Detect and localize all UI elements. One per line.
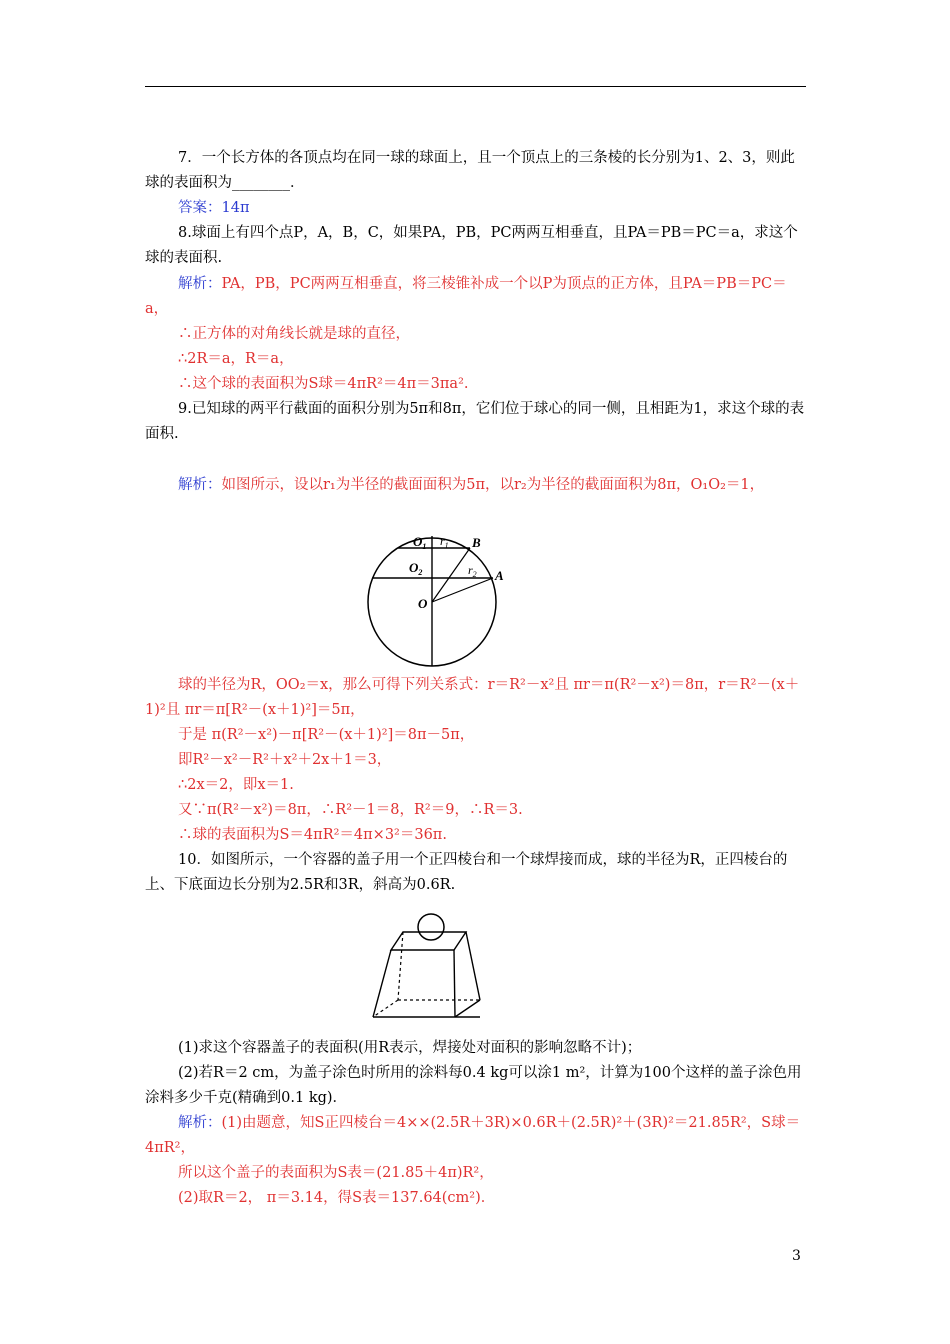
label-r1: $r_1$ xyxy=(440,534,449,550)
q10-solution-line1: 解析：(1)由题意，知S正四棱台＝4××(2.5R＋3R)×0.6R＋(2.5R)²＋(3R)²＝21.85R²，S球＝4πR²， xyxy=(145,1115,801,1156)
sphere-knob xyxy=(418,914,444,940)
solution-label: 解析： xyxy=(178,477,222,493)
q10-part-1: (1)求这个容器盖子的表面积(用R表示，焊接处对面积的影响忽略不计)； xyxy=(178,1040,642,1056)
label-o1: $O_1$ xyxy=(413,534,427,551)
label-a: A xyxy=(495,568,504,583)
label-o2: $O_2$ xyxy=(409,560,423,577)
q9-solution-line2: 于是 π(R²－x²)－π[R²－(x＋1)²]＝8π－5π， xyxy=(178,727,475,743)
answer-value: 14π xyxy=(221,200,250,216)
page-number: 3 xyxy=(792,1248,801,1264)
label-b: B xyxy=(472,535,481,550)
q9-solution-line4: ∴2x＝2，即x＝1. xyxy=(178,777,294,793)
q10-solution-line3: (2)取R＝2， π＝3.14，得S表＝137.64(cm²)． xyxy=(178,1190,496,1206)
question-10: 10．如图所示，一个容器的盖子用一个正四棱台和一个球焊接而成，球的半径为R，正四棱台的上、下底面边长分别为2.5R和3R，斜高为0.6R. xyxy=(145,852,788,893)
q9-solution-line3: 即R²－x²－R²＋x²＋2x＋1＝3， xyxy=(178,752,392,768)
q10-solution-line2: 所以这个盖子的表面积为S表＝(21.85＋4π)R²， xyxy=(178,1165,494,1181)
frustum-back-right-edge xyxy=(466,932,480,1000)
frustum-front-right-edge xyxy=(454,950,455,1017)
header-rule xyxy=(145,86,806,87)
solution-label: 解析： xyxy=(178,276,222,292)
q8-solution-line1: 解析：PA，PB，PC两两互相垂直，将三棱锥补成一个以P为顶点的正方体，且PA＝PB＝PC＝a， xyxy=(145,276,787,317)
q9-solution-intro: 解析：如图所示，设以r₁为半径的截面面积为5π，以r₂为半径的截面面积为8π，O₁O₂＝1， xyxy=(178,477,765,493)
question-8: 8.球面上有四个点P，A，B，C，如果PA，PB，PC两两互相垂直，且PA＝PB＝PC＝a，求这个球的表面积. xyxy=(145,225,798,266)
q9-solution-line5: 又∵π(R²－x²)＝8π，∴R²－1＝8，R²＝9，∴R＝3. xyxy=(178,802,523,818)
frustum-left-front-edge xyxy=(373,950,391,1017)
q8-solution-line2: ∴正方体的对角线长就是球的直径， xyxy=(178,326,410,342)
q9-solution-line1: 球的半径为R，OO₂＝x，那么可得下列关系式：r＝R²－x²且 πr＝π(R²－x²)＝8π，r＝R²－(x＋1)²且 πr＝π[R²－(x＋1)²]＝5π， xyxy=(145,677,800,718)
question-7: 7．一个长方体的各顶点均在同一球的球面上，且一个顶点上的三条棱的长分别为1、2、3，则此球的表面积为________． xyxy=(145,150,795,191)
solution-label: 解析： xyxy=(178,1115,222,1131)
question-9: 9.已知球的两平行截面的面积分别为5π和8π，它们位于球心的同一侧，且相距为1，求这个球的表面积. xyxy=(145,401,805,442)
answer-label: 答案： xyxy=(178,200,222,216)
question-7-answer xyxy=(145,196,807,221)
label-r2: $r_2$ xyxy=(468,563,477,579)
q10-part-2: (2)若R＝2 cm，为盖子涂色时所用的涂料每0.4 kg可以涂1 m²，计算为100个这样的盖子涂色用涂料多少千克(精确到0.1 kg)． xyxy=(145,1065,802,1106)
q9-solution-line6: ∴球的表面积为S＝4πR²＝4π×3²＝36π. xyxy=(178,827,447,843)
q8-solution-line3: ∴2R＝a，R＝a， xyxy=(178,351,294,367)
frustum-hidden-edge-vertical xyxy=(398,932,403,1000)
container-lid-figure xyxy=(368,910,488,1025)
frustum-bottom-right-edge xyxy=(455,1000,480,1017)
sphere-section-figure xyxy=(360,528,510,668)
label-o: O xyxy=(418,596,428,611)
q8-solution-line4: ∴这个球的表面积为S球＝4πR²＝4π＝3πa². xyxy=(178,376,469,392)
